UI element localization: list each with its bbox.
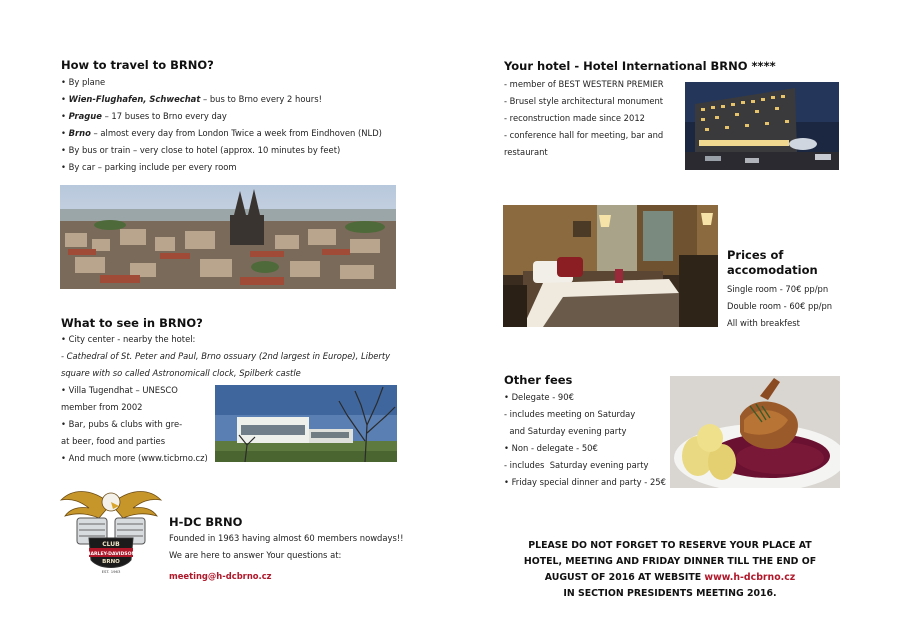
price-line: All with breakfest [727, 318, 800, 328]
see-line: - Cathedral of St. Peter and Paul, Brno ossuary (2nd largest in Europe), Liberty [61, 351, 391, 361]
fee-line: • Friday special dinner and party - 25€ [504, 477, 666, 487]
fee-line: and Saturday evening party [504, 426, 627, 436]
logo-brand-text: HARLEY-DAVIDSON [86, 552, 136, 557]
see-line: member from 2002 [61, 402, 143, 412]
fees-list [504, 389, 666, 491]
prices-title-line: accomodation [727, 263, 818, 277]
see-line: at beer, food and parties [61, 436, 166, 446]
notice-line: HOTEL, MEETING AND FRIDAY DINNER TILL THE END OF [523, 556, 817, 567]
hdc-info [169, 530, 404, 585]
villa-tugendhat-photo [215, 385, 397, 462]
notice-line: PLEASE DO NOT FORGET TO RESERVE YOUR PLACE AT [528, 540, 812, 551]
prices-list [727, 281, 832, 332]
reservation-notice [500, 538, 840, 602]
hotel-line: - member of BEST WESTERN PREMIER [504, 79, 664, 89]
see-line: • Villa Tugendhat – UNESCO [61, 385, 178, 395]
notice-line: AUGUST OF 2016 AT WEBSITE www.h-dcbrno.cz [544, 572, 796, 583]
notice-line: IN SECTION PRESIDENTS MEETING 2016. [563, 588, 777, 599]
travel-line: • By car – parking include per every room [61, 162, 237, 172]
see-line: • And much more (www.ticbrno.cz) [61, 453, 208, 463]
hdc-title: H-DC BRNO [169, 515, 243, 529]
fee-line: - includes meeting on Saturday [504, 409, 636, 419]
hotel-line: - conference hall for meeting, bar and [504, 130, 664, 140]
fee-line: • Non - delegate - 50€ [504, 443, 598, 453]
hotel-exterior-photo [685, 82, 839, 170]
brno-panorama-photo [60, 185, 396, 289]
hotel-line: restaurant [504, 147, 548, 157]
logo-est-text: EST. 1963 [101, 569, 121, 574]
prices-title [727, 248, 818, 278]
travel-line: • Prague – 17 buses to Brno every day [61, 111, 227, 121]
hotel-list [504, 76, 664, 161]
price-line: Single room - 70€ pp/pn [727, 284, 829, 294]
hdc-brno-logo [59, 482, 163, 576]
fee-line: • Delegate - 90€ [504, 392, 574, 402]
logo-club-text: CLUB [102, 541, 120, 548]
hotel-room-photo [503, 205, 718, 327]
price-line: Double room - 60€ pp/pn [727, 301, 833, 311]
see-line: • Bar, pubs & clubs with gre- [61, 419, 183, 429]
fees-title: Other fees [504, 373, 573, 387]
hotel-line: - Brusel style architectural monument [504, 96, 664, 106]
travel-title: How to travel to BRNO? [61, 58, 214, 72]
see-title: What to see in BRNO? [61, 316, 203, 330]
logo-city-text: BRNO [102, 559, 120, 565]
prices-title-line: Prices of [727, 248, 784, 262]
hdc-email-link[interactable]: meeting@h-dcbrno.cz [169, 571, 272, 581]
travel-line: • Brno – almost every day from London Twice a week from Eindhoven (NLD) [61, 128, 382, 138]
dinner-dish-photo [670, 376, 840, 488]
travel-line: • Wien-Flughafen, Schwechat – bus to Brno every 2 hours! [61, 94, 322, 104]
travel-line: • By plane [61, 77, 106, 87]
hdc-line: We are here to answer Your questions at: [169, 550, 342, 560]
hdc-line: Founded in 1963 having almost 60 members nowdays!! [169, 533, 404, 543]
fee-line: - includes Saturday evening party [504, 460, 649, 470]
see-line: square with so called Astronomicall clock, Spilberk castle [61, 368, 301, 378]
travel-line: • By bus or train – very close to hotel (approx. 10 minutes by feet) [61, 145, 341, 155]
travel-list [61, 74, 382, 176]
website-link[interactable]: www.h-dcbrno.cz [704, 572, 796, 583]
hotel-title: Your hotel - Hotel International BRNO **** [504, 59, 776, 73]
hotel-line: - reconstruction made since 2012 [504, 113, 645, 123]
see-line: • City center - nearby the hotel: [61, 334, 196, 344]
